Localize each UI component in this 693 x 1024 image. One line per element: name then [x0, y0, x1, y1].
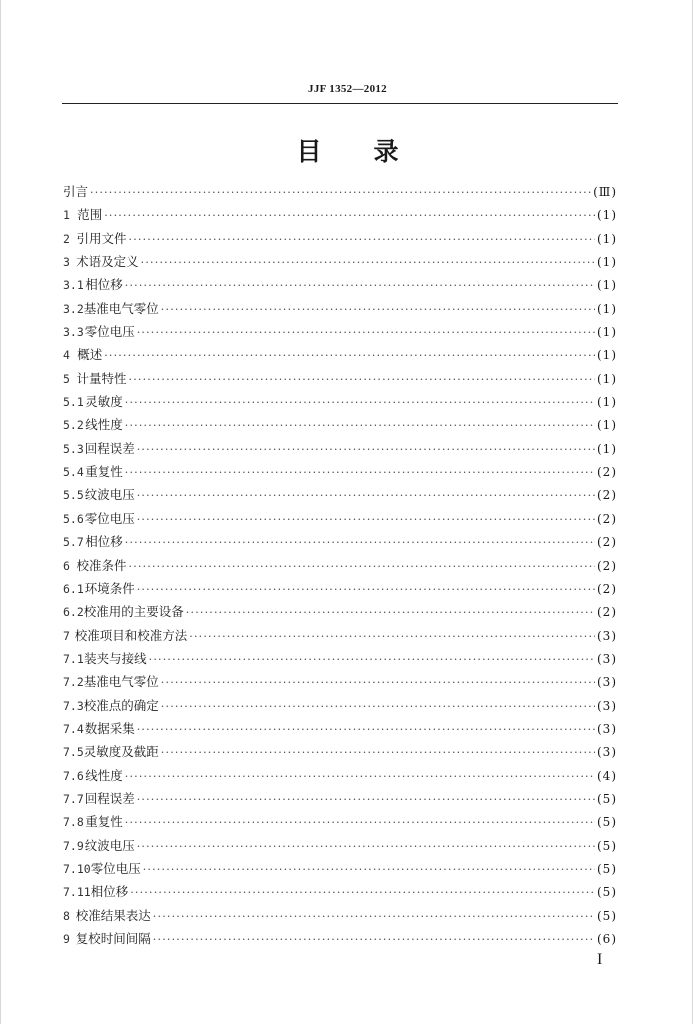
toc-entry[interactable] — [63, 343, 617, 366]
toc-entry[interactable] — [63, 647, 617, 670]
toc-entry[interactable] — [63, 834, 617, 857]
toc-entry-number: 3.3 — [63, 325, 84, 340]
toc-entry-label: 引用文件 — [76, 230, 127, 246]
dot-leader — [129, 368, 596, 391]
dot-leader — [189, 625, 595, 648]
toc-entry-label: 线性度 — [85, 767, 123, 783]
toc-entry-page: (1) — [597, 208, 617, 223]
dot-leader — [161, 671, 595, 694]
toc-entry-label: 零位电压 — [84, 324, 135, 340]
toc-entry-label: 复校时间间隔 — [75, 931, 151, 946]
toc-entry-number: 3 — [63, 255, 70, 270]
toc-entry-label: 校准用的主要设备 — [83, 604, 184, 620]
dot-leader — [161, 695, 595, 718]
toc-entry-number: 7.7 — [63, 791, 84, 806]
dot-leader — [125, 414, 595, 437]
toc-entry-page: (3) — [597, 698, 617, 713]
toc-entry-label: 校准点的确定 — [83, 697, 159, 713]
toc-entry-label: 回程误差 — [84, 440, 135, 456]
toc-entry-page: (2) — [597, 558, 617, 573]
toc-entry-label: 相位移 — [90, 884, 129, 900]
toc-entry-page: (1) — [597, 278, 617, 293]
toc-entry-number: 5 — [63, 371, 70, 386]
toc-entry[interactable] — [63, 717, 617, 740]
dot-leader — [125, 765, 595, 788]
toc-entry-label: 相位移 — [85, 277, 123, 293]
toc-entry[interactable] — [63, 624, 617, 647]
toc-entry[interactable] — [63, 880, 617, 903]
toc-entry-number: 7.10 — [63, 861, 91, 876]
toc-entry-page: (1) — [597, 371, 617, 386]
toc-entry[interactable] — [63, 810, 617, 833]
toc-entry-label: 引言 — [63, 184, 89, 199]
toc-entry-page: (2) — [597, 535, 617, 550]
toc-entry-page: (2) — [597, 511, 617, 526]
dot-leader — [153, 905, 595, 928]
dot-leader — [137, 508, 595, 531]
toc-entry-page: (5) — [597, 908, 617, 923]
toc-entry-number: 5.7 — [63, 535, 84, 550]
dot-leader — [137, 438, 595, 461]
toc-entry-number: 1 — [63, 208, 70, 223]
toc-entry-page: (3) — [597, 628, 617, 643]
toc-entry-page: (3) — [597, 651, 617, 666]
toc-entry-number: 5.1 — [63, 395, 84, 410]
toc-entry[interactable] — [63, 227, 617, 250]
toc-entry[interactable] — [63, 904, 617, 927]
toc-entry-number: 7.3 — [63, 698, 84, 713]
toc-entry-page: (1) — [597, 255, 617, 270]
dot-leader — [137, 718, 595, 741]
page-number: I — [597, 951, 603, 968]
running-header: JJF 1352—2012 — [308, 83, 387, 95]
toc-entry-label: 计量特性 — [76, 370, 127, 386]
toc-entry[interactable] — [63, 507, 617, 530]
toc-entry-number: 7.6 — [63, 768, 84, 783]
toc-entry-page: (2) — [597, 581, 617, 596]
toc-entry-number: 5.5 — [63, 488, 84, 503]
toc-entry[interactable] — [63, 927, 617, 950]
toc-entry-number: 7.2 — [63, 675, 84, 690]
toc-entry[interactable] — [63, 483, 617, 506]
toc-entry-number: 6.1 — [63, 581, 84, 596]
dot-leader — [104, 344, 595, 367]
toc-entry-number: 5.6 — [63, 511, 84, 526]
toc-entry-page: (2) — [597, 605, 617, 620]
dot-leader — [125, 531, 595, 554]
toc-entry[interactable] — [63, 530, 617, 553]
table-of-contents — [63, 180, 617, 950]
toc-entry-number: 3.1 — [63, 278, 84, 293]
toc-entry-page: (5) — [597, 838, 617, 853]
dot-leader — [125, 461, 595, 484]
header-rule — [62, 103, 618, 104]
dot-leader — [125, 391, 595, 414]
toc-entry-page: (1) — [597, 348, 617, 363]
toc-entry-page: (4) — [597, 768, 617, 783]
toc-entry[interactable] — [63, 670, 617, 693]
dot-leader — [161, 298, 595, 321]
toc-entry-page: (3) — [597, 745, 617, 760]
dot-leader — [90, 181, 591, 204]
toc-entry-page: (1) — [597, 418, 617, 433]
toc-entry-number: 7.1 — [63, 651, 84, 666]
toc-entry-number: 7.11 — [63, 885, 91, 900]
dot-leader — [143, 858, 595, 881]
toc-entry-label: 装夹与接线 — [84, 650, 147, 666]
toc-entry[interactable] — [63, 297, 617, 320]
dot-leader — [125, 811, 595, 834]
toc-entry-number: 9 — [63, 932, 70, 946]
toc-entry[interactable] — [63, 577, 617, 600]
toc-entry[interactable] — [63, 787, 617, 810]
toc-entry-label: 环境条件 — [84, 580, 135, 596]
toc-entry-label: 相位移 — [85, 534, 123, 550]
toc-entry-number: 5.4 — [63, 465, 84, 480]
toc-entry-page: (Ⅲ) — [593, 185, 617, 199]
toc-entry[interactable] — [63, 460, 617, 483]
dot-leader — [137, 321, 595, 344]
toc-entry[interactable] — [63, 320, 617, 343]
toc-entry-label: 概述 — [77, 347, 103, 363]
toc-entry[interactable] — [63, 250, 617, 273]
toc-entry-label: 纹波电压 — [84, 837, 135, 853]
toc-entry[interactable] — [63, 740, 617, 763]
dot-leader — [137, 578, 595, 601]
toc-entry[interactable] — [63, 203, 617, 226]
dot-leader — [129, 228, 596, 251]
dot-leader — [161, 741, 595, 764]
toc-entry-number: 2 — [63, 231, 70, 246]
toc-entry-page: (6) — [597, 932, 617, 946]
toc-entry-number: 7.5 — [63, 745, 84, 760]
toc-entry-page: (5) — [597, 815, 617, 830]
toc-entry-number: 3.2 — [63, 301, 84, 316]
dot-leader — [129, 555, 596, 578]
toc-entry-number: 5.2 — [63, 418, 84, 433]
toc-entry-label: 零位电压 — [84, 510, 135, 526]
toc-entry-label: 零位电压 — [90, 860, 141, 876]
dot-leader — [137, 788, 595, 811]
toc-entry[interactable] — [63, 180, 617, 203]
toc-entry-label: 线性度 — [85, 417, 123, 433]
toc-entry-label: 灵敏度 — [85, 394, 123, 410]
toc-entry-number: 7.4 — [63, 721, 84, 736]
dot-leader — [149, 648, 595, 671]
toc-entry[interactable] — [63, 857, 617, 880]
toc-entry-label: 范围 — [77, 207, 103, 223]
toc-entry-label: 术语及定义 — [76, 254, 139, 270]
toc-entry-page: (5) — [597, 885, 617, 900]
toc-entry-page: (5) — [597, 791, 617, 806]
toc-entry-label: 基准电气零位 — [83, 674, 159, 690]
toc-entry-number: 4 — [63, 348, 70, 363]
toc-entry[interactable] — [63, 764, 617, 787]
toc-entry-page: (3) — [597, 721, 617, 736]
dot-leader — [125, 274, 595, 297]
toc-entry-label: 回程误差 — [84, 790, 135, 806]
toc-entry-page: (1) — [597, 231, 617, 246]
toc-entry[interactable] — [63, 367, 617, 390]
toc-entry[interactable] — [63, 600, 617, 623]
toc-entry-label: 灵敏度及截距 — [83, 744, 159, 760]
toc-entry-page: (1) — [597, 395, 617, 410]
toc-entry-label: 重复性 — [85, 464, 123, 480]
toc-entry-label: 重复性 — [85, 814, 123, 830]
toc-entry-label: 纹波电压 — [84, 487, 135, 503]
dot-leader — [141, 251, 595, 274]
toc-entry-label: 校准条件 — [76, 557, 127, 573]
toc-entry[interactable] — [63, 413, 617, 436]
page-title: 目录 — [296, 137, 451, 166]
toc-entry-page: (1) — [597, 325, 617, 340]
toc-entry[interactable] — [63, 437, 617, 460]
toc-entry-number: 7.8 — [63, 815, 84, 830]
toc-entry-number: 6 — [63, 558, 70, 573]
toc-entry-label: 校准结果表达 — [75, 907, 151, 923]
toc-entry[interactable] — [63, 694, 617, 717]
dot-leader — [153, 928, 595, 951]
dot-leader — [104, 204, 595, 227]
toc-entry[interactable] — [63, 273, 617, 296]
toc-entry-page: (1) — [597, 441, 617, 456]
toc-entry-number: 5.3 — [63, 441, 84, 456]
toc-entry-page: (2) — [597, 488, 617, 503]
toc-entry[interactable] — [63, 390, 617, 413]
toc-entry-page: (1) — [597, 301, 617, 316]
toc-entry-number: 6.2 — [63, 605, 84, 620]
toc-entry[interactable] — [63, 554, 617, 577]
toc-entry-number: 8 — [63, 908, 70, 923]
toc-entry-page: (5) — [597, 861, 617, 876]
toc-entry-label: 数据采集 — [84, 720, 135, 736]
toc-entry-label: 基准电气零位 — [83, 300, 159, 316]
toc-entry-label: 校准项目和校准方法 — [74, 627, 188, 643]
dot-leader — [137, 484, 595, 507]
toc-entry-page: (3) — [597, 675, 617, 690]
dot-leader — [130, 881, 595, 904]
toc-entry-number: 7 — [63, 628, 70, 643]
toc-entry-number: 7.9 — [63, 838, 84, 853]
dot-leader — [186, 601, 595, 624]
toc-entry-page: (2) — [597, 465, 617, 480]
dot-leader — [137, 835, 595, 858]
